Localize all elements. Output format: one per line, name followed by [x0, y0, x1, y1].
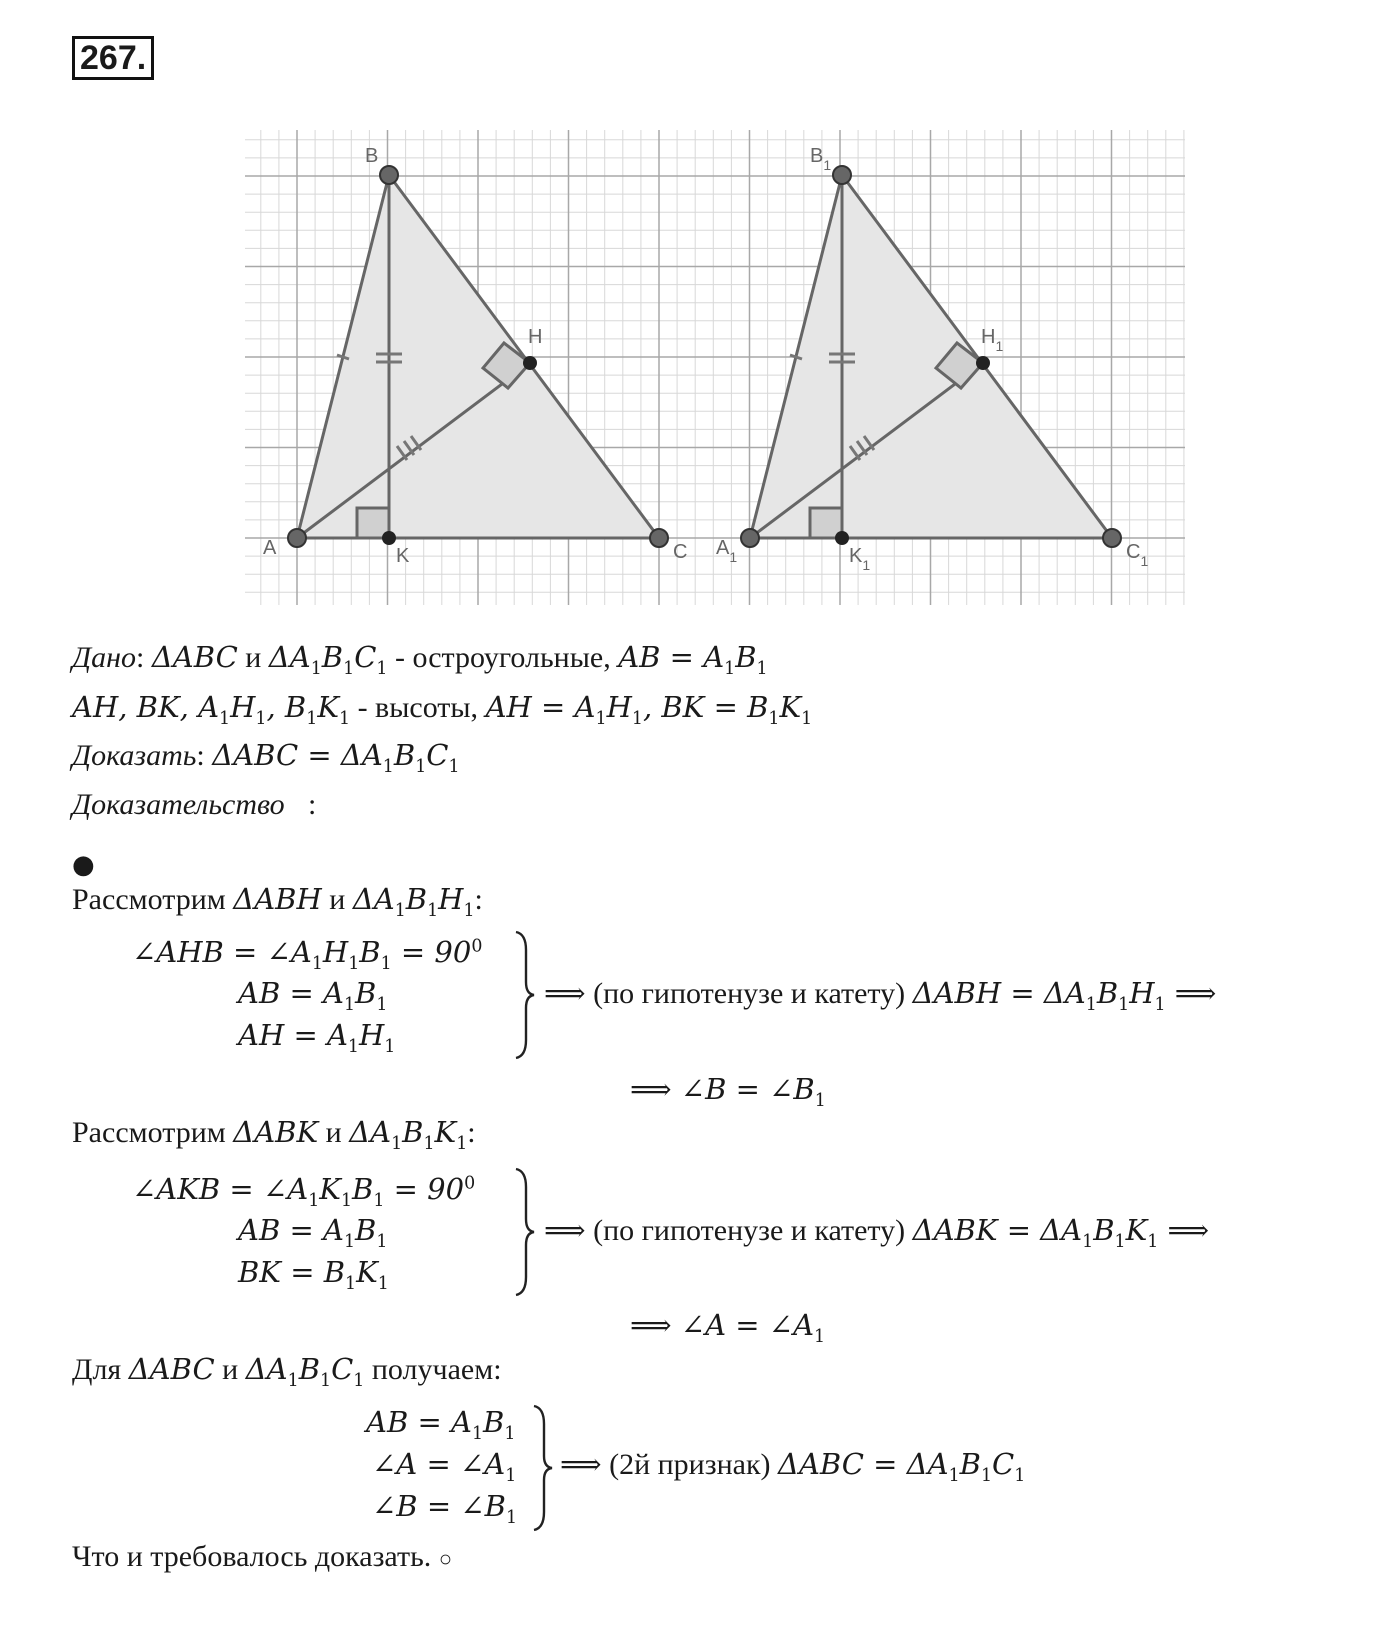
given-line-2: AH, BK, $A_1H_1$, $B_1K_1$ - высоты, AH = $A_1H_1$, BK = $B_1K_1$: [72, 690, 813, 729]
step1-brace: [512, 930, 536, 1060]
step3-line-3: ∠B = $\angle B_1$: [372, 1489, 518, 1528]
point-a1: [741, 529, 759, 547]
step1-line-2: AB = $A_1B_1$: [238, 976, 388, 1015]
step3-conclusion: ⟹ (2й признак) $\Delta ABC = \Delta A_1B_1C_1$: [560, 1447, 1026, 1486]
step3-line-2: ∠A = $\angle A_1$: [372, 1447, 517, 1486]
step1-consider: Рассмотрим ΔABH и $\Delta A_1B_1H_1$:: [72, 882, 483, 921]
step1-angle: ⟹ ∠B = $\angle B_1$: [630, 1072, 826, 1111]
label-h: H: [528, 326, 543, 348]
step1-line-1: ∠AHB = $\angle A_1H_1B_1 = 90^0$: [132, 935, 483, 974]
point-h1: [976, 356, 990, 370]
triangle-a1b1c1: [716, 145, 1148, 573]
label-c1: $C_1$: [1126, 541, 1149, 569]
label-c: C: [673, 541, 688, 563]
step2-line-1: ∠AKB = $\angle A_1K_1B_1 = 90^0$: [132, 1172, 476, 1211]
step2-angle: ⟹ ∠A = $\angle A_1$: [630, 1308, 826, 1347]
label-a1: $A_1$: [716, 537, 738, 565]
point-b: [380, 166, 398, 184]
label-k: K: [396, 545, 410, 567]
step3-intro: Для ΔABC и $\Delta A_1B_1C_1$ получаем:: [72, 1352, 502, 1391]
problem-number: 267.: [72, 36, 154, 80]
label-a: A: [263, 537, 277, 559]
prove-line: Доказать: $\Delta ABC = \Delta A_1B_1C_1$: [72, 738, 460, 777]
qed-mark: ○: [438, 1546, 453, 1571]
proof-label: Доказательство: [72, 788, 285, 821]
point-a: [288, 529, 306, 547]
point-h: [523, 356, 537, 370]
step1-line-3: AH = $A_1H_1$: [238, 1018, 396, 1057]
qed-text: Что и требовалось доказать.: [72, 1540, 432, 1573]
step3-brace: [530, 1404, 554, 1532]
label-k1: $K_1$: [849, 545, 871, 573]
triangle-abc: [263, 145, 687, 567]
point-k: [382, 531, 396, 545]
step1-conclusion: ⟹ (по гипотенузе и катету) $\Delta ABH = \Delta A_1B_1H_1$ ⟹: [544, 976, 1217, 1015]
geometry-figure: [245, 130, 1185, 605]
step2-brace: [512, 1167, 536, 1297]
qed-line: [72, 1540, 452, 1574]
step3-line-1: AB = $A_1B_1$: [366, 1405, 516, 1444]
label-h1: $H_1$: [981, 326, 1004, 354]
step2-line-2: AB = $A_1B_1$: [238, 1213, 388, 1252]
point-c1: [1103, 529, 1121, 547]
given-line-1: Дано: ΔABC и $\Delta A_1B_1C_1$ - остроугольные, AB = $A_1B_1$: [72, 640, 768, 679]
point-k1: [835, 531, 849, 545]
label-b1: $B_1$: [810, 145, 832, 173]
step2-consider: Рассмотрим ΔABK и $\Delta A_1B_1K_1$:: [72, 1115, 476, 1154]
step2-line-3: BK = $B_1K_1$: [238, 1255, 389, 1294]
point-c: [650, 529, 668, 547]
step2-conclusion: ⟹ (по гипотенузе и катету) $\Delta ABK = \Delta A_1B_1K_1$ ⟹: [544, 1213, 1210, 1252]
label-b: B: [365, 145, 379, 167]
given-label: Дано: [72, 641, 136, 674]
bullet: ●: [72, 850, 95, 880]
point-b1: [833, 166, 851, 184]
